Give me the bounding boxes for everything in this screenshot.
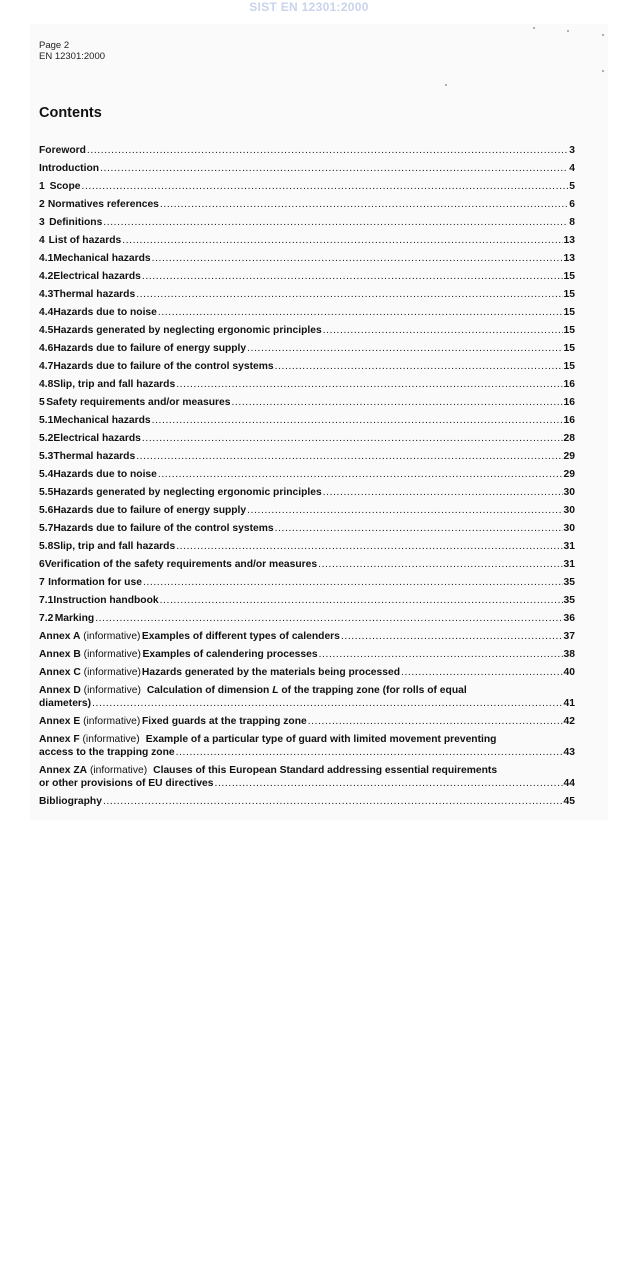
table-of-contents (39, 142, 575, 811)
scan-speck (602, 34, 604, 36)
scan-speck (567, 30, 569, 32)
toc-annex-e[interactable]: Annex E (informative) Fixed guards at the trapping zone ..... 42 (39, 713, 575, 731)
toc-annex-d[interactable]: Annex D (informative) Calculation of dimension L of the trapping zone (for rolls of equal diameters) ..... 41 (39, 682, 575, 713)
toc-entry[interactable]: 7.2 Marking ..... 36 (39, 610, 575, 628)
scan-speck (445, 84, 447, 86)
toc-entry[interactable]: 4.2 Electrical hazards ..... 15 (39, 268, 575, 286)
toc-entry[interactable]: 4.4 Hazards due to noise ..... 15 (39, 304, 575, 322)
toc-entry[interactable]: 4.1 Mechanical hazards ..... 13 (39, 250, 575, 268)
toc-annex-f[interactable]: Annex F (informative) Example of a particular type of guard with limited movement preventing access to the trapping zone ..... 43 (39, 731, 575, 762)
toc-annex-b[interactable]: Annex B (informative) Examples of calendering processes ..... 38 (39, 646, 575, 664)
scan-speck (533, 27, 535, 29)
page-number: Page 2 (39, 40, 70, 51)
page-header (39, 40, 105, 62)
toc-entry[interactable]: 5.5 Hazards generated by neglecting ergonomic principles ..... 30 (39, 484, 575, 502)
toc-entry[interactable]: 4.7 Hazards due to failure of the control systems ..... 15 (39, 358, 575, 376)
toc-entry[interactable]: 5.2 Electrical hazards ..... 28 (39, 430, 575, 448)
watermark: SIST EN 12301:2000 (249, 0, 369, 14)
toc-entry[interactable]: 1 Scope ..... 5 (39, 178, 575, 196)
toc-entry-introduction[interactable]: Introduction ..... 4 (39, 160, 575, 178)
toc-entry[interactable]: 4.3 Thermal hazards ..... 15 (39, 286, 575, 304)
toc-entry[interactable]: 5.8 Slip, trip and fall hazards ..... 31 (39, 538, 575, 556)
toc-entry[interactable]: 3 Definitions ..... 8 (39, 214, 575, 232)
toc-entry[interactable]: 4.6 Hazards due to failure of energy supply ..... 15 (39, 340, 575, 358)
toc-entry[interactable]: 2 Normatives references ..... 6 (39, 196, 575, 214)
toc-annex-a[interactable]: Annex A (informative) Examples of different types of calenders ..... 37 (39, 628, 575, 646)
toc-entry[interactable]: 5 Safety requirements and/or measures ..... 16 (39, 394, 575, 412)
standard-id: EN 12301:2000 (39, 51, 106, 62)
scan-speck (602, 70, 604, 72)
toc-entry[interactable]: 6 Verification of the safety requirements and/or measures ..... 31 (39, 556, 575, 574)
toc-entry[interactable]: 4.8 Slip, trip and fall hazards ..... 16 (39, 376, 575, 394)
toc-entry[interactable]: 5.1 Mechanical hazards ..... 16 (39, 412, 575, 430)
toc-entry-bibliography[interactable]: Bibliography ..... 45 (39, 793, 575, 811)
toc-annex-za[interactable]: Annex ZA (informative) Clauses of this European Standard addressing essential requirements or other provisions of EU directives ..... 44 (39, 762, 575, 793)
toc-entry[interactable]: 5.4 Hazards due to noise ..... 29 (39, 466, 575, 484)
toc-entry[interactable]: 4.5 Hazards generated by neglecting ergonomic principles ..... 15 (39, 322, 575, 340)
toc-entry[interactable]: 7.1 Instruction handbook ..... 35 (39, 592, 575, 610)
toc-entry-foreword[interactable]: Foreword ..... 3 (39, 142, 575, 160)
toc-entry[interactable]: 5.6 Hazards due to failure of energy supply ..... 30 (39, 502, 575, 520)
toc-entry[interactable]: 5.7 Hazards due to failure of the control systems ..... 30 (39, 520, 575, 538)
toc-entry[interactable]: 4 List of hazards ..... 13 (39, 232, 575, 250)
toc-annex-c[interactable]: Annex C (informative) Hazards generated by the materials being processed ..... 40 (39, 664, 575, 682)
toc-entry[interactable]: 5.3 Thermal hazards ..... 29 (39, 448, 575, 466)
toc-entry[interactable]: 7 Information for use ..... 35 (39, 574, 575, 592)
contents-title: Contents (39, 105, 102, 121)
